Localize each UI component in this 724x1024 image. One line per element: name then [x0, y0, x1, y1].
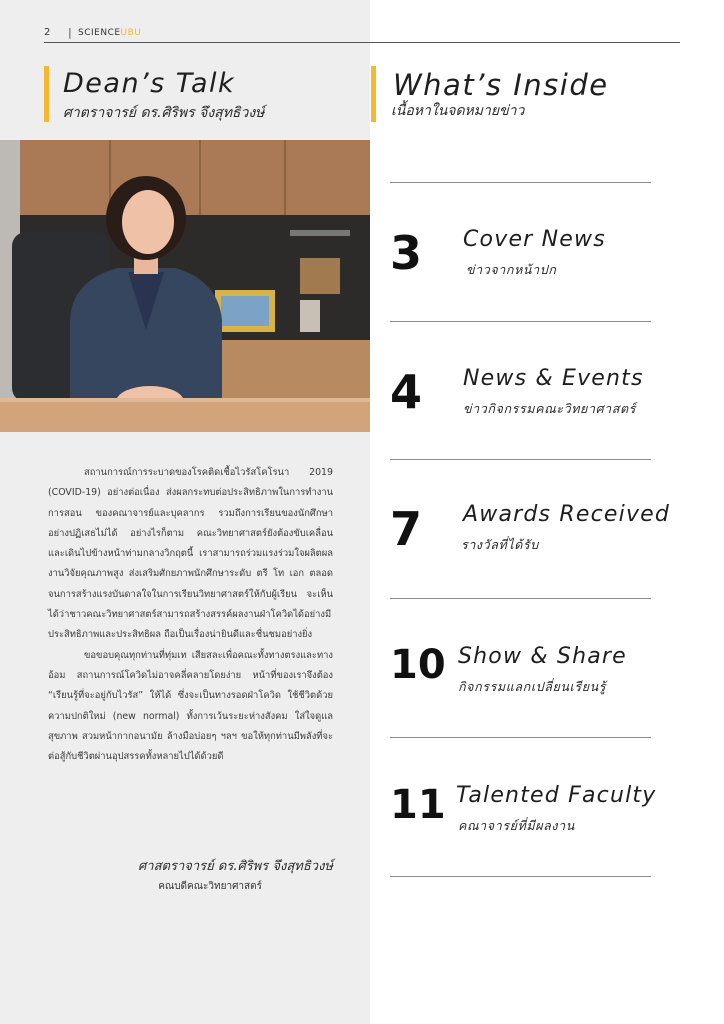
toc-item-talented-faculty[interactable] — [390, 778, 720, 878]
toc-item-cover-news[interactable] — [390, 222, 720, 322]
toc-divider — [390, 321, 651, 322]
signature-role: คณบดีคณะวิทยาศาสตร์ — [158, 881, 262, 892]
deans-talk-title: Dean’s Talk — [63, 68, 236, 99]
toc-divider — [390, 182, 651, 183]
toc-item-awards-received[interactable] — [390, 498, 720, 598]
toc-item-news-events[interactable] — [390, 361, 720, 461]
header-separator: | — [68, 26, 72, 39]
brand-main: SCIENCE — [78, 28, 121, 38]
toc-page-number: 3 — [390, 226, 423, 280]
toc-item-title: Show & Share — [458, 644, 627, 669]
deans-message — [48, 463, 333, 767]
signature-name: ศาสตราจารย์ ดร.ศิริพร จึงสุทธิวงษ์ — [138, 859, 333, 874]
toc-divider — [390, 459, 651, 460]
toc-item-subtitle: กิจกรรมแลกเปลี่ยนเรียนรู้ — [458, 679, 607, 694]
toc-item-title: Cover News — [463, 227, 606, 252]
brand-highlight: UBU — [120, 28, 142, 38]
deans-talk-accent-bar — [44, 66, 49, 122]
dean-photo — [0, 140, 370, 432]
message-paragraph-2: ขอขอบคุณทุกท่านที่ทุ่มเท เสียสละเพื่อคณะทั้งทางตรงและทางอ้อม สถานการณ์โควิดไม่อาจคลี่คลายโดยง่าย หน้าที่ของเราจึงต้อง “เรียนรู้ที่จะอยู่กับไวรัส” ให้ได้ ซึ่งจะเป็นทางรอดฝ่าโควิด ใช้ชีวิตด้วยความปกติใหม่ (new normal) ทั้งการเว้นระยะห่างสังคม ใส่ใจดูแลสุขภาพ สวมหน้ากากอนามัย ล้างมือบ่อยๆ ฯลฯ ขอให้ทุกท่านมีพลังที่จะต่อสู้กับชีวิตผ่านอุปสรรคทั้งหลายไปได้ด้วยดี — [48, 649, 333, 763]
toc-page-number: 7 — [390, 502, 423, 556]
toc-item-title: Talented Faculty — [456, 783, 657, 808]
message-paragraph-1: สถานการณ์การระบาดของโรคติดเชื้อไวรัสโคโรนา 2019 (COVID-19) อย่างต่อเนื่อง ส่งผลกระทบต่อประสิทธิภาพในการทำงาน การสอน ของคณาจารย์และบุคลากร รวมถึงการเรียนของนักศึกษา อย่างปฏิเสธไม่ได้ อย่างไรก็ตาม คณะวิทยาศาสตร์ยังต้องขับเคลื่อน และเดินไปข้างหน้าท่ามกลางวิกฤตนี้ เราสามารถร่วมแรงร่วมใจผลิตผลงานวิจัยคุณภาพสูง ส่งเสริมศักยภาพนักศึกษาระดับ ตรี โท เอก ตลอดจนการสร้างแรงบันดาลใจในการเรียนวิทยาศาสตร์ให้กับผู้เรียน จะเห็นได้ว่าชาวคณะวิทยาศาสตร์สามารถสร้างสรรค์ผลงานฝ่าโควิดได้อย่างมีประสิทธิภาพและประสิทธิผล ถือเป็นเรื่องน่ายินดีและชื่นชมอย่างยิ่ง — [48, 467, 333, 641]
brand-logo — [78, 28, 141, 38]
toc-item-subtitle: ข่าวกิจกรรมคณะวิทยาศาสตร์ — [463, 401, 637, 416]
toc-item-subtitle: รางวัลที่ได้รับ — [461, 537, 539, 552]
toc-divider — [390, 876, 651, 877]
toc-item-subtitle: ข่าวจากหน้าปก — [466, 262, 557, 277]
toc-item-subtitle: คณาจารย์ที่มีผลงาน — [458, 818, 575, 833]
whats-inside-title: What’s Inside — [393, 68, 609, 102]
toc-divider — [390, 737, 651, 738]
toc-item-title: News & Events — [463, 366, 644, 391]
toc-page-number: 11 — [390, 782, 446, 828]
toc-page-number: 4 — [390, 365, 423, 419]
toc-divider — [390, 598, 651, 599]
page-header — [44, 26, 680, 43]
whats-inside-accent-bar — [371, 66, 376, 122]
deans-talk-subtitle: ศาตราจารย์ ดร.ศิริพร จึงสุทธิวงษ์ — [63, 105, 265, 121]
page-number: 2 — [44, 27, 51, 38]
toc-item-title: Awards Received — [463, 502, 671, 527]
toc-item-show-share[interactable] — [390, 638, 720, 738]
toc-page-number: 10 — [390, 642, 446, 688]
whats-inside-subtitle: เนื้อหาในจดหมายข่าว — [391, 103, 525, 119]
